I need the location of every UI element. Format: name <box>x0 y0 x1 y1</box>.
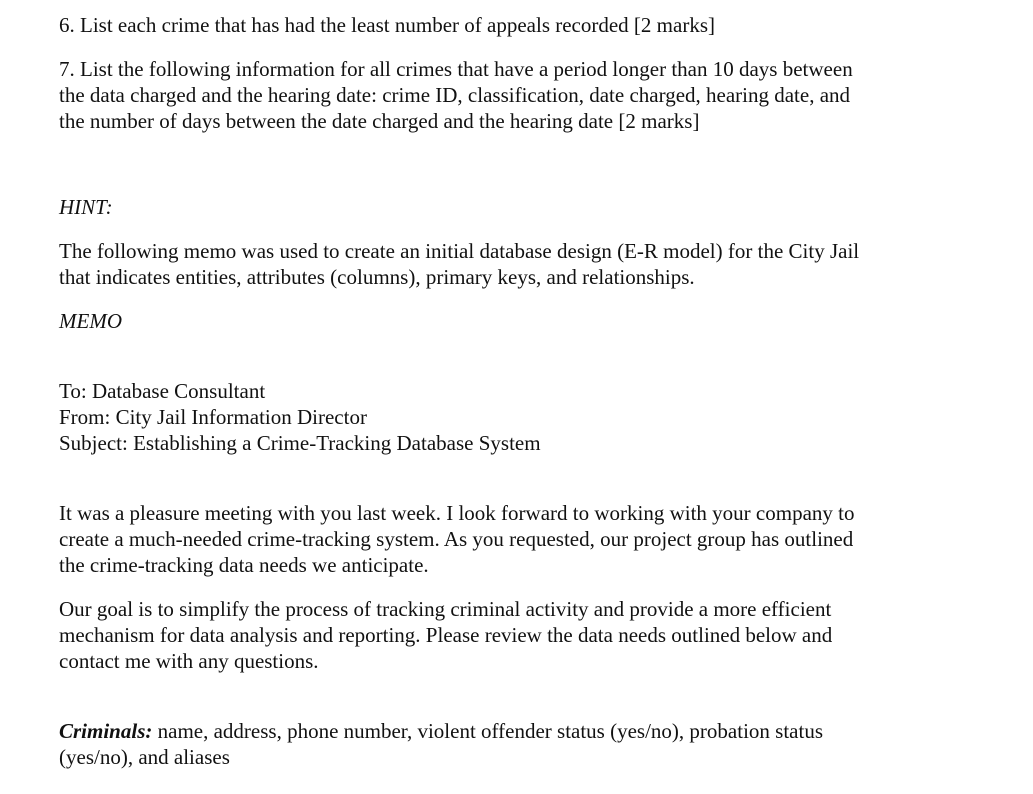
memo-label: MEMO <box>59 309 122 333</box>
hint-intro-line: that indicates entities, attributes (columns), primary keys, and relationships. <box>59 265 695 289</box>
memo-paragraph-line: create a much-needed crime-tracking system. As you requested, our project group has outlined <box>59 527 854 551</box>
hint-intro-line: The following memo was used to create an initial database design (E-R model) for the City Jail <box>59 239 860 263</box>
question-7 <box>59 56 959 134</box>
criminals-line-2: (yes/no), and aliases <box>59 745 230 769</box>
question-7-line: the number of days between the date charged and the hearing date [2 marks] <box>59 109 700 133</box>
memo-paragraph-2 <box>59 596 959 674</box>
hint-label: HINT: <box>59 195 113 219</box>
criminals-entity <box>59 718 959 770</box>
memo-paragraph-line: It was a pleasure meeting with you last week. I look forward to working with your company to <box>59 501 855 525</box>
document-page <box>59 12 959 770</box>
memo-header <box>59 378 959 456</box>
criminals-line <box>59 718 959 744</box>
memo-paragraph-line: Our goal is to simplify the process of tracking criminal activity and provide a more efficient <box>59 597 832 621</box>
question-7-line: 7. List the following information for all crimes that have a period longer than 10 days between <box>59 57 853 81</box>
criminals-attributes: name, address, phone number, violent offender status (yes/no), probation status <box>152 719 823 743</box>
memo-subject: Subject: Establishing a Crime-Tracking Database System <box>59 431 541 455</box>
question-7-line: the data charged and the hearing date: crime ID, classification, date charged, hearing date, and <box>59 83 851 107</box>
memo-paragraph-line: the crime-tracking data needs we anticipate. <box>59 553 429 577</box>
question-6: 6. List each crime that has had the least number of appeals recorded [2 marks] <box>59 13 715 37</box>
hint-intro <box>59 238 959 290</box>
criminals-term: Criminals: <box>59 719 153 743</box>
memo-paragraph-line: contact me with any questions. <box>59 649 319 673</box>
memo-from: From: City Jail Information Director <box>59 405 367 429</box>
memo-paragraph-1 <box>59 500 959 578</box>
memo-paragraph-line: mechanism for data analysis and reporting. Please review the data needs outlined below and <box>59 623 833 647</box>
memo-to: To: Database Consultant <box>59 379 266 403</box>
